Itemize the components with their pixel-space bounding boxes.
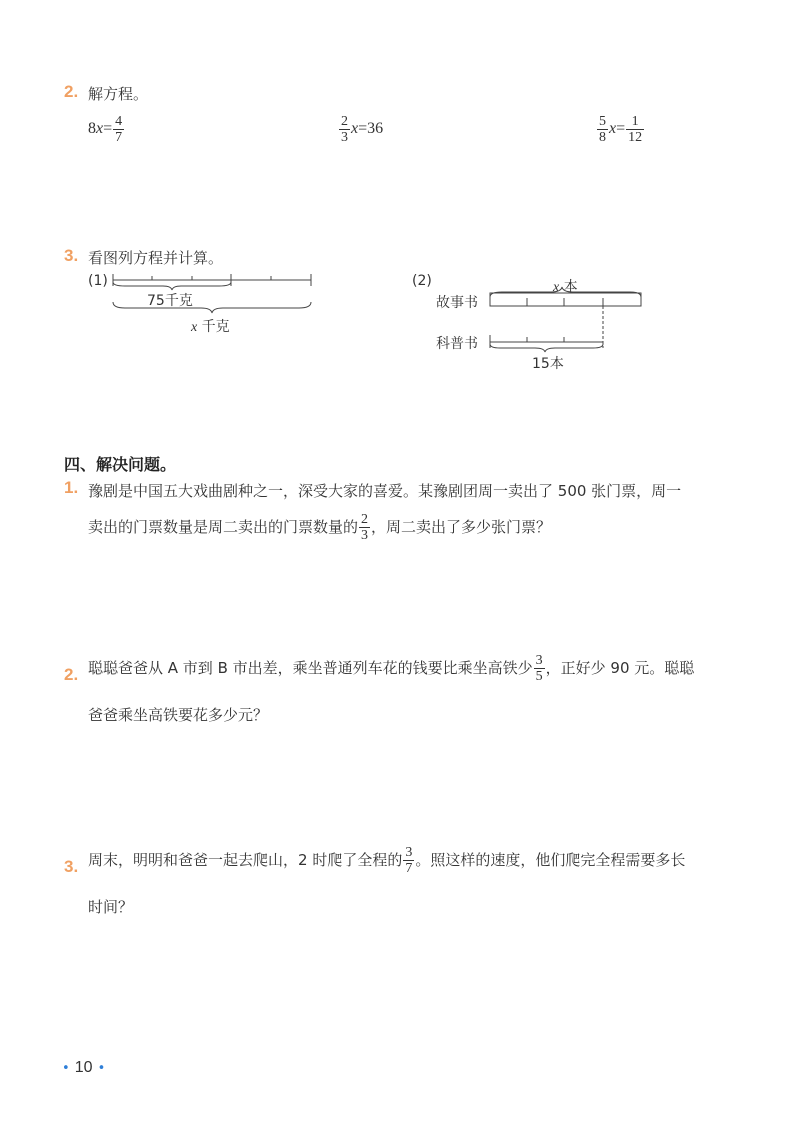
problem-text-line: 豫剧是中国五大戏曲剧种之一，深受大家的喜爱。某豫剧团周一卖出了 500 张门票，周一 bbox=[88, 482, 682, 500]
eq-sign: = bbox=[103, 120, 113, 138]
figure-tag: (1) bbox=[88, 273, 108, 289]
equation-3 bbox=[596, 114, 645, 145]
problem-number: 3. bbox=[64, 857, 79, 876]
fraction: $\frac{1}{12}$ bbox=[628, 114, 643, 145]
problem-number: 2. bbox=[64, 665, 79, 684]
eq-variable: x bbox=[351, 120, 359, 138]
problem-text-line: 爸爸乘坐高铁要花多少元？ bbox=[88, 706, 269, 724]
segment-diagram-2 bbox=[485, 285, 650, 360]
fraction: $\frac{5}{8}$ bbox=[599, 114, 606, 145]
segment-diagram-1 bbox=[105, 270, 320, 320]
problem-text-line: 卖出的门票数量是周二卖出的门票数量的 $\frac{2}{3}$ ，周二卖出了多少张门票？ bbox=[88, 512, 552, 543]
top-label: x 本 bbox=[553, 279, 578, 295]
question-number: 3. bbox=[64, 246, 79, 265]
problem-text-line: 时间？ bbox=[88, 898, 134, 916]
fraction: $\frac{3}{7}$ bbox=[405, 845, 413, 876]
fraction: $\frac{2}{3}$ bbox=[341, 114, 348, 145]
eq-sign: = bbox=[616, 120, 626, 138]
bottom-brace bbox=[490, 344, 603, 352]
problem-number: 1. bbox=[64, 478, 79, 497]
equation-2 bbox=[338, 114, 383, 145]
row-label-story-books: 故事书 bbox=[436, 295, 478, 311]
problem-text-line: 聪聪爸爸从 A 市到 B 市出差，乘坐普通列车花的钱要比乘坐高铁少 $\frac{3}{5}$ ，正好少 90 元。聪聪 bbox=[88, 653, 695, 684]
page-footer bbox=[62, 1057, 105, 1077]
eq-variable: x bbox=[96, 120, 104, 138]
total-label: x 千克 bbox=[191, 319, 230, 335]
eq-sign: = bbox=[358, 120, 368, 138]
part-label: 75千克 bbox=[147, 293, 193, 309]
question-title: 看图列方程并计算。 bbox=[88, 249, 224, 267]
part-brace bbox=[113, 282, 231, 290]
fraction: $\frac{2}{3}$ bbox=[361, 512, 369, 543]
story-books-bar bbox=[490, 293, 641, 306]
eq-coefficient: 8 bbox=[88, 120, 96, 138]
section-title: 四、解决问题。 bbox=[64, 455, 177, 474]
page-number: 10 bbox=[74, 1059, 93, 1076]
bullet-left: • bbox=[62, 1061, 70, 1076]
figure-tag: (2) bbox=[412, 273, 432, 289]
fraction: $\frac{4}{7}$ bbox=[115, 114, 123, 145]
eq-variable: x bbox=[609, 120, 617, 138]
total-brace bbox=[113, 302, 311, 313]
problem-text-line: 周末，明明和爸爸一起去爬山，2 时爬了全程的 $\frac{3}{7}$ 。照这样的速度，他们爬完全程需要多长 bbox=[88, 845, 686, 876]
question-number: 2. bbox=[64, 82, 79, 101]
eq-rhs: 36 bbox=[367, 120, 384, 138]
fraction: $\frac{3}{5}$ bbox=[535, 653, 543, 684]
bullet-right: • bbox=[97, 1061, 106, 1076]
question-title: 解方程。 bbox=[88, 85, 149, 103]
top-brace bbox=[490, 287, 641, 297]
equation-1 bbox=[88, 114, 125, 145]
row-label-science-books: 科普书 bbox=[436, 336, 478, 352]
bottom-label: 15本 bbox=[532, 356, 564, 372]
